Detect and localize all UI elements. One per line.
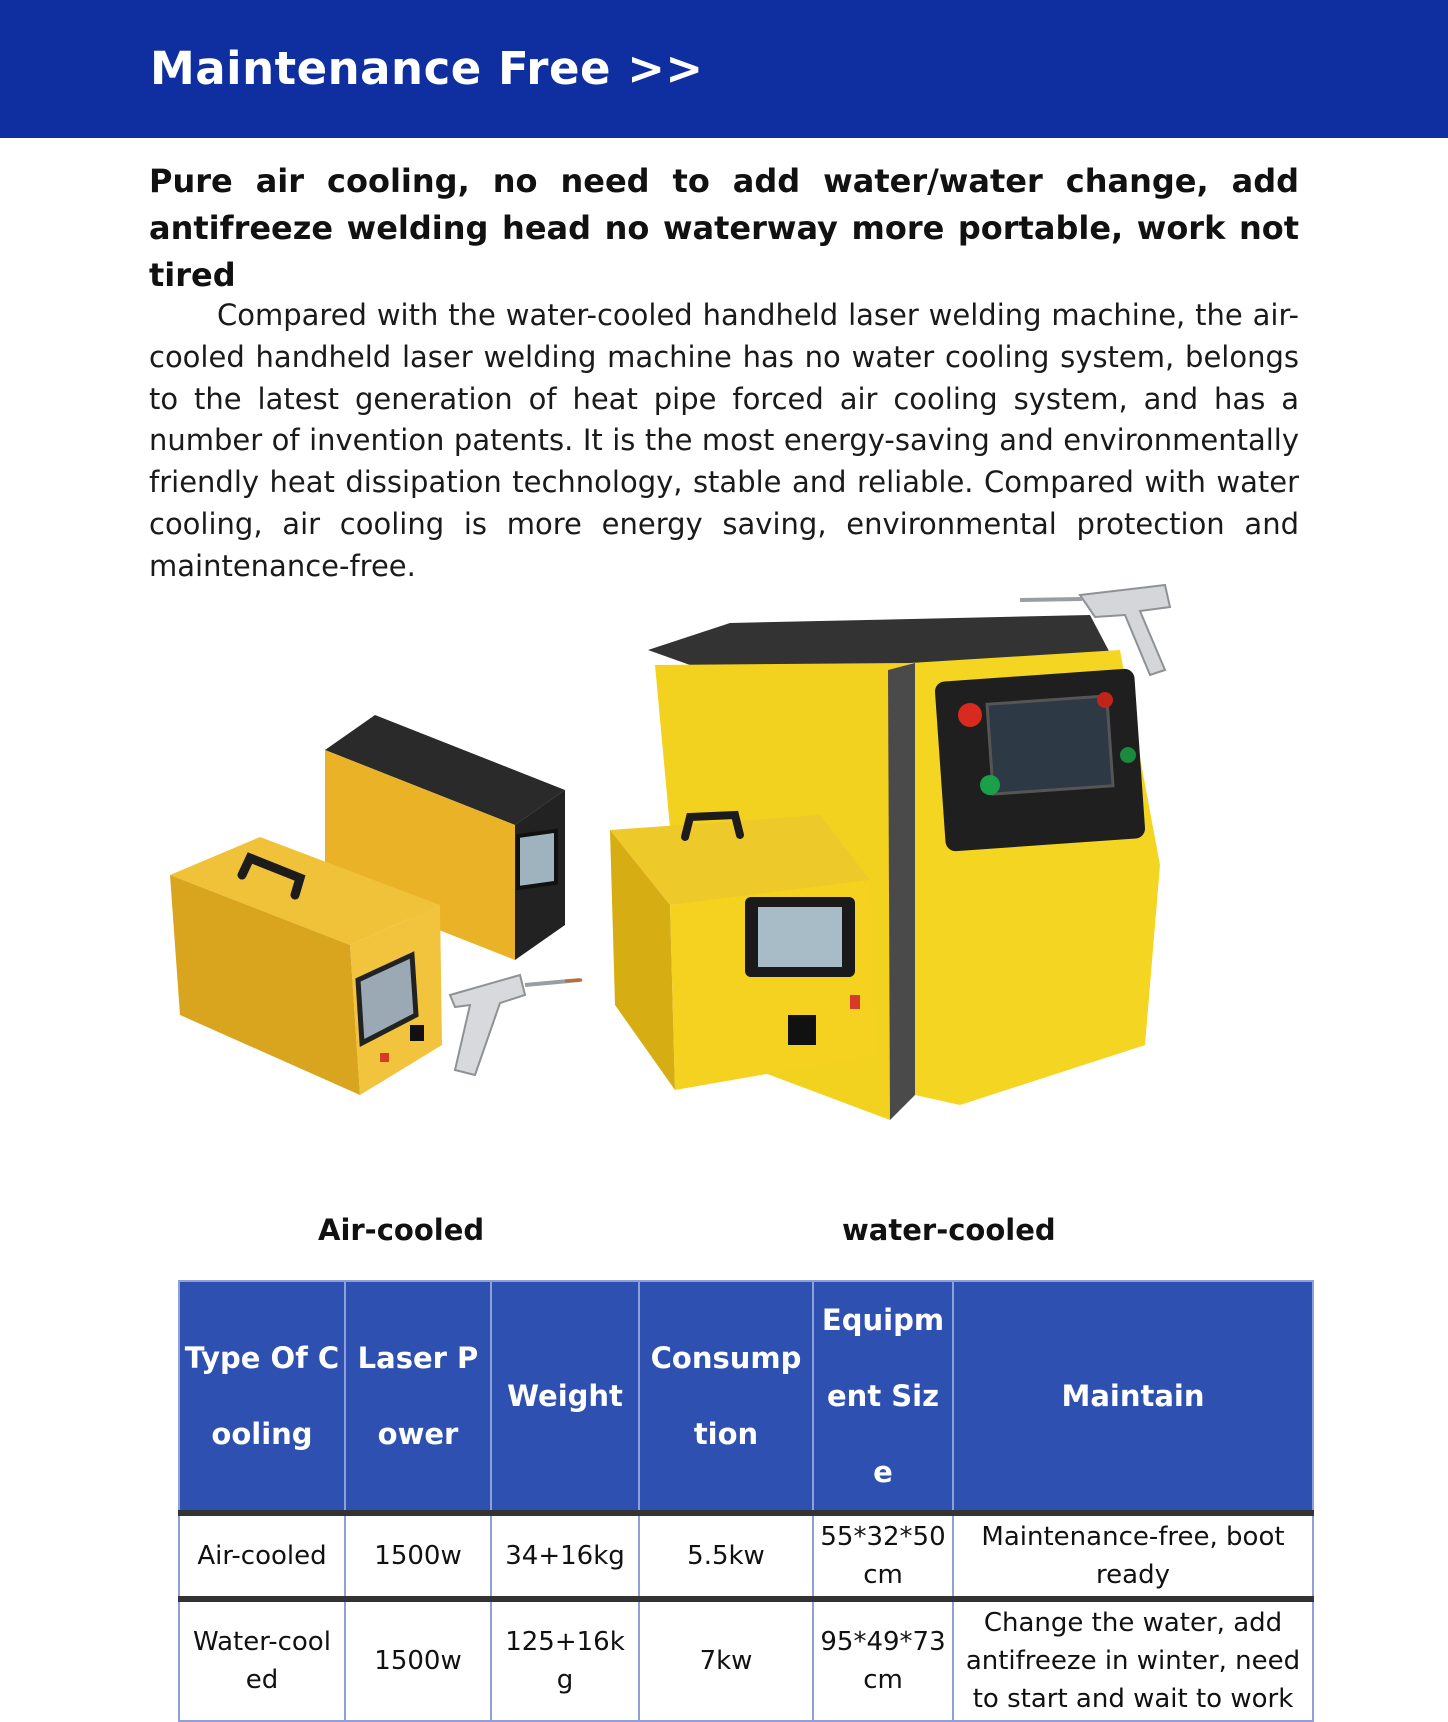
air-cooled-machine	[170, 715, 582, 1095]
header-banner	[0, 0, 1448, 138]
header-type-of-cooling: Type Of Cooling	[179, 1281, 345, 1513]
cell-equipment-size: 55*32*50cm	[813, 1513, 953, 1599]
cell-laser-power: 1500w	[345, 1513, 491, 1599]
cell-equipment-size: 95*49*73cm	[813, 1599, 953, 1721]
cell-laser-power: 1500w	[345, 1599, 491, 1721]
water-cooled-machine	[610, 585, 1170, 1120]
water-cooled-caption: water-cooled	[842, 1213, 1056, 1247]
header-laser-power: Laser Power	[345, 1281, 491, 1513]
header-equipment-size: Equipment Size	[813, 1281, 953, 1513]
table-row	[179, 1513, 1313, 1599]
cell-type: Water-cooled	[179, 1599, 345, 1721]
cell-weight: 125+16kg	[491, 1599, 639, 1721]
page-title: Maintenance Free >>	[150, 42, 704, 95]
cell-consumption: 5.5kw	[639, 1513, 813, 1599]
section-subtitle: Pure air cooling, no need to add water/water change, add antifreeze welding head no waterway more portable, work not tired	[149, 162, 1299, 294]
cell-weight: 34+16kg	[491, 1513, 639, 1599]
header-consumption: Consumption	[639, 1281, 813, 1513]
table-row	[179, 1599, 1313, 1721]
cell-maintain: Change the water, add antifreeze in winter, need to start and wait to work	[953, 1599, 1313, 1721]
table-header-row	[179, 1281, 1313, 1513]
cell-maintain: Maintenance-free, boot ready	[953, 1513, 1313, 1599]
comparison-table	[178, 1280, 1314, 1722]
machines-illustration	[170, 575, 1280, 1175]
air-cooled-caption: Air-cooled	[318, 1213, 485, 1247]
cell-consumption: 7kw	[639, 1599, 813, 1721]
product-photos	[170, 575, 1280, 1175]
description-paragraph: Compared with the water-cooled handheld laser welding machine, the air-cooled handheld laser welding machine has no water cooling system, belongs to the latest generation of heat pipe forced air cooling system, and has a number of invention patents. It is the most energy-saving and environmentally friendly heat dissipation technology, stable and reliable. Compared with water cooling, air cooling is more energy saving, environmental protection and maintenance-free.	[149, 298, 1299, 583]
header-weight: Weight	[491, 1281, 639, 1513]
header-maintain: Maintain	[953, 1281, 1313, 1513]
cell-type: Air-cooled	[179, 1513, 345, 1599]
